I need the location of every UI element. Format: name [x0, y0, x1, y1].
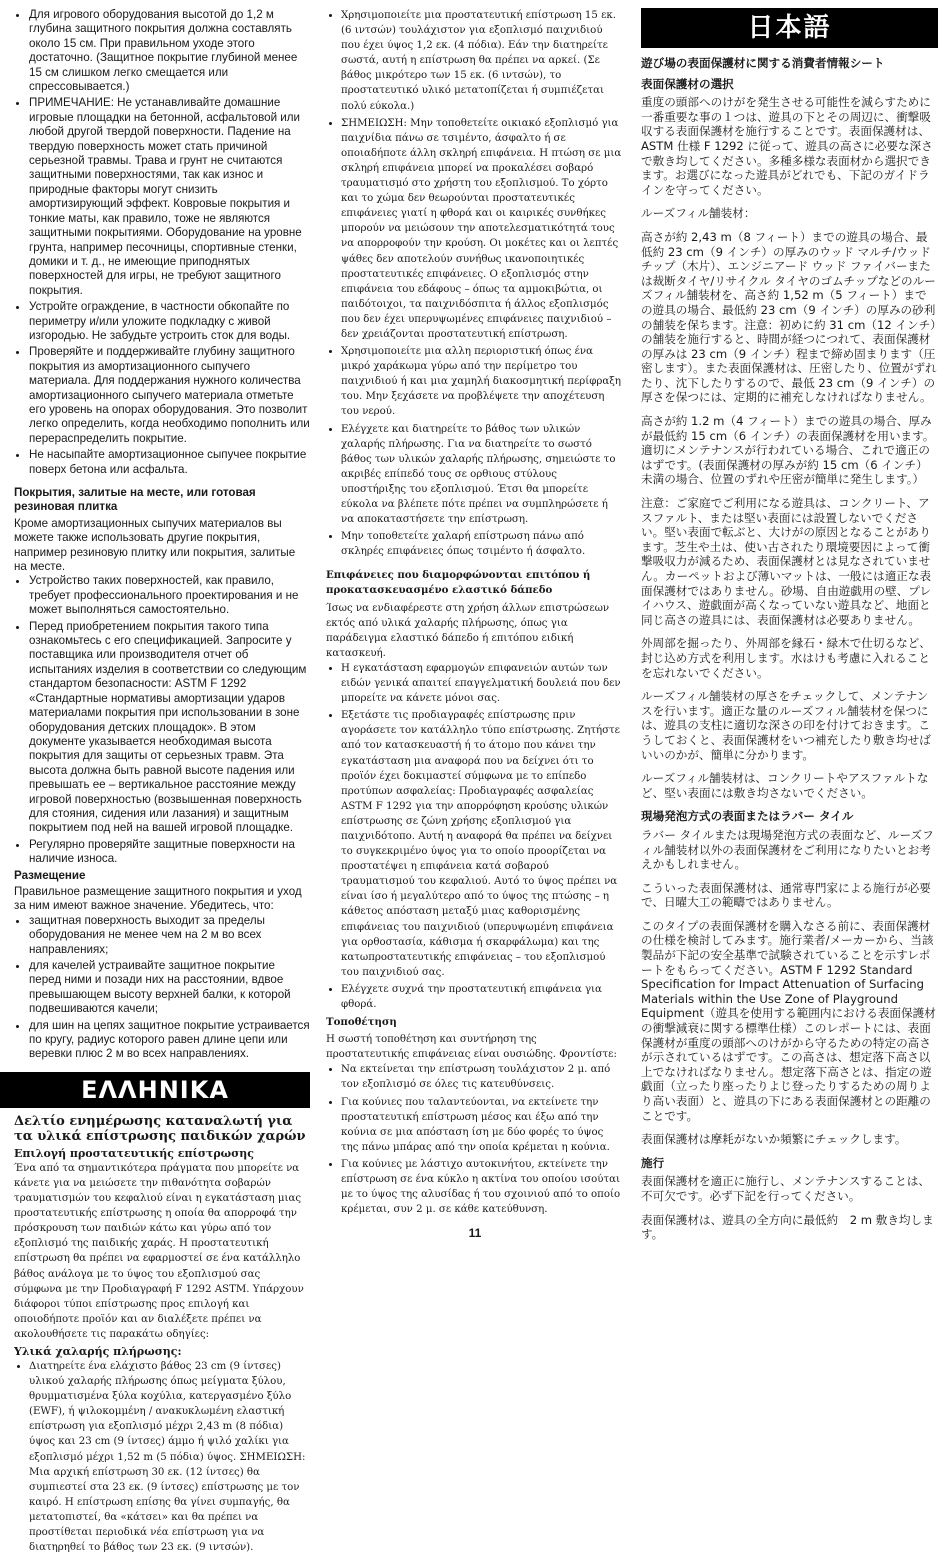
gr-subtitle: Επιλογή προστατευτικής επίστρωσης [14, 1146, 254, 1160]
ru-heading-placement: Размещение [14, 868, 86, 882]
gr-paragraph: Ίσως να ενδιαφέρεστε στη χρήση άλλων επιστρώσεων εκτός από υλικά χαλαρής πλήρωσης, όπως για παράδειγμα ελαστικό δάπεδο ή επιτόπου ειδική κατασκευή. [326, 602, 610, 659]
greek-column [326, 8, 622, 1219]
gr-bullet: • Η εγκατάσταση εφαρμογών επιφανειών αυτών των ειδών γενικά απαιτεί επαγγελματική δουλειά που δεν μπορείτε να κάνετε μόνοι σας. [341, 661, 622, 706]
ru-bullet: • Перед приобретением покрытия такого типа ознакомьтесь с его спецификацией. Запросите у поставщика или производителя отчет об испытаниях изделия в соответствии со следующим стандартом безопасности: ASTM F 1292 «Стандартные нормативы амортизации ударов материалами покрытия при использовании в зоне оборудования детских площадок». В этом документе указывается необходимая высота покрытия для защиты от серьезных травм. Эта высота должна быть равной высоте падения или превышать ее – вертикальное расстояние между игровой поверхностью (возвышенная поверхность для стояния, сидения или лазания) и защитным покрытием под ней на вашей игровой площадке. [29, 620, 310, 836]
ru-bullet: • Не насыпайте амортизационное сыпучее покрытие поверх бетона или асфальта. [29, 448, 310, 477]
jp-heading-loose: ルーズフィル舗装材： [641, 206, 756, 221]
ru-bullet: • защитная поверхность выходит за пределы оборудования не менее чем на 2 м во всех направлениях; [29, 914, 310, 957]
jp-heading-install: 施行 [641, 1155, 665, 1170]
jp-paragraph: こういった表面保護材は、通常専門家による施行が必要で、日曜大工の範疇ではありません。 [641, 880, 931, 910]
greek-language-banner: ΕΛΛΗΝΙΚΑ [0, 1072, 310, 1108]
gr-bullet-list-1 [326, 8, 622, 559]
jp-heading-select: 表面保護材の選択 [641, 76, 734, 91]
ru-bullet: • ПРИМЕЧАНИЕ: Не устанавливайте домашние игровые площадки на бетонной, асфальтовой или любой другой твердой поверхности. Падение на твердую поверхность может стать причиной серьезной травмы. Трава и грунт не считаются защитными поверхностями, так как износ и природные факторы могут снизить амортизирующий эффект. Ковровые покрытия и тонкие маты, как правило, тоже не являются защитными покрытиями. Оборудование на уровне грунта, например песочницы, спортивные стенки, домики и т. д., не имеющие приподнятых поверхностей для игры, не требуют защитного покрытия. [29, 96, 310, 298]
jp-paragraph: 表面保護材は、遊具の全方向に最低約 2 m 敷き均します。 [641, 1212, 934, 1242]
gr-bullet: • Να εκτείνεται την επίστρωση τουλάχιστον 2 μ. από τον εξοπλισμό σε όλες τις κατευθύνσεις. [341, 1062, 622, 1092]
jp-paragraph: 重度の頭部へのけがを発生させる可能性を減らすために一番重要な事の１つは、遊具の下とその周辺に、衝撃吸収する表面保護材を施行することです。表面保護材は、ASTM 仕様 F 1292 に従って、遊具の高さに必要な深さで敷き均してください。多種多様な表面材から選択できます。お選びになった遊具がどれでも、下記のガイドラインを守ってください。 [641, 95, 933, 197]
gr-bullet: • ΣΗΜΕΙΩΣΗ: Μην τοποθετείτε οικιακό εξοπλισμό για παιχνίδια πάνω σε τσιμέντο, άσφαλτο ή σε οποιαδήποτε άλλη σκληρή επιφάνεια. Η πτώση σε μια σκληρή επιφάνεια μπορεί να προκαλέσει σοβαρό τραυματισμό στο χρήστη του εξοπλισμού. Το χόρτο και το χώμα δεν θεωρούνται προστατευτικές επιφάνειες γιατί η φθορά και οι καιρικές συνθήκες μπορούν να μειώσουν την αποτελεσματικότητά τους να απορροφούν την κρούση. Οι μοκέτες και οι λεπτές ψάθες δεν αποτελούν συνήθως ικανοποιητικές προστατευτικές επιφάνειες. Ο εξοπλισμός στην επιφάνεια του εδάφους – όπως τα αμμοκιβώτια, οι παιδότοιχοι, τα παιχνιδόσπιτα ή άλλος εξοπλισμός που δεν έχει υπερυψωμένες επιφάνειες παιχνιδιού – δεν χρειάζονται προστατευτική επίστρωση. [341, 116, 622, 342]
ru-bullet: • для качелей устраивайте защитное покрытие перед ними и позади них на расстоянии, вдвое превышающем высоту верхней балки, к которой подвешиваются качели; [29, 959, 310, 1017]
jp-paragraph: 表面保護材は摩耗がないか頻繁にチェックします。 [641, 1132, 907, 1147]
gr-paragraph: Η σωστή τοποθέτηση και συντήρηση της προστατευτικής επιφάνειας είναι ουσιώδης. Φροντίστε: [326, 1034, 617, 1061]
gr-bullet: • Για κούνιες με λάστιχο αυτοκινήτου, εκτείνετε την επίστρωση σε ένα κύκλο η ακτίνα του οποίου ισούται με το ύψος της αλυσίδας ή του σχοινιού από το οποίο κρέμεται, συν 2 μ. σε κάθε κατεύθυνση. [341, 1157, 622, 1217]
jp-heading-poured: 現場発泡方式の表面またはラバー タイル [641, 809, 854, 824]
ru-bullet-list-1 [14, 8, 310, 477]
gr-bullet: • Ελέγχετε συχνά την προστατευτική επιφάνεια για φθορά. [341, 982, 622, 1012]
gr-bullet: • Για κούνιες που ταλαντεύονται, να εκτείνετε την προστατευτική επίστρωση μέσος και έξω από την κούνια σε μια απόσταση ίση με δύο φορές το ύψος της πάνω μπάρας από την οποία κρέμεται η κούνια. [341, 1095, 622, 1155]
gr-bullet: • Ελέγχετε και διατηρείτε το βάθος των υλικών χαλαρής πλήρωσης. Για να διατηρείτε το σωστό βάθος των υλικών χαλαρής πλήρωσης, σημειώστε το ακριβές επίπεδό τους σε ορθιους στύλους υποστήριξης του εξοπλισμού. Έτσι θα μπορείτε εύκολα να βλέπετε πότε πρέπει να συμπληρώσετε ή να αποκαταστήσετε την επίστρωση. [341, 422, 622, 528]
jp-paragraph: ラバー タイルまたは現場発泡方式の表面など、ルーズフィル舗装材以外の表面保護材をご利用になりたいとお考えかもしれません。 [641, 827, 934, 872]
jp-paragraph: ルーズフィル舗装材の厚さをチェックして、メンテナンスを行います。適正な量のルーズフィル舗装材を保つには、遊具の支柱に適切な深さの印を付けておきます。こうしておくと、表面保護材をいつ補充したり敷き均せばいいのかが、簡単に分かります。 [641, 689, 931, 762]
gr-intro: Ένα από τα σημαντικότερα πράγματα που μπορείτε να κάνετε για να μειώσετε την πιθανότητα σοβαρών τραυματισμών του κεφαλιού είναι η εγκατάσταση μιας προστατευτικής επίστρωσης η οποία θα απορροφά την πρόσκρουση των παιδιών κάτω και γύρω από τον εξοπλισμό της παιδικής χαράς. Η προστατευτική επίστρωση θα πρέπει να εφαρμοστεί σε ένα κατάλληλο βάθος ανάλογα με το ύψος του εξοπλισμού σας σύμφωνα με την Προδιαγραφή F 1292 ASTM. Υπάρχουν διάφοροι τύποι επίστρωσης προς επιλογή και οποιοδήποτε προϊόν και αν διαλέξετε πρέπει να ακολουθήσετε τις παρακάτω οδηγίες: [14, 1162, 304, 1340]
gr-title: Δελτίο ενημέρωσης καταναλωτή για τα υλικά επίστρωσης παιδικών χαρών [14, 1113, 306, 1144]
jp-paragraph: 表面保護材を適正に施行し、メンテナンスすることは、不可欠です。必ず下記を行ってください。 [641, 1174, 930, 1203]
ru-bullet: • Проверяйте и поддерживайте глубину защитного покрытия из амортизационного сыпучего материала. Для поддержания нужного количества амортизационного сыпучего материала отметьте его уровень на опорах оборудования. Это позволит легко определить, когда необходимо пополнить или перераспределить покрытие. [29, 345, 310, 446]
ru-paragraph: Кроме амортизационных сыпучих материалов вы можете также использовать другие покрытия, например резиновую плитку или покрытия, залитые на месте. [14, 516, 296, 574]
ru-bullet-list-2 [14, 574, 310, 866]
gr-heading-placement: Τοποθέτηση [326, 1016, 397, 1029]
page-number: 11 [468, 1226, 482, 1240]
jp-paragraph: 高さが約 1.2 m（4 フィート）までの遊具の場合、厚みが最低約 15 cm（6 インチ）の表面保護材を用います。適切にメンテナンスが行われている場合、これで適正のはずです。(表面保護材の厚みが約 15 cm（6 インチ）未満の場合、位置のずれや圧密が簡単に発生します。） [641, 414, 935, 487]
gr-heading-poured: Επιφάνειες που διαμορφώνονται επιτόπου ή προκατασκευασμένο ελαστικό δάπεδο [326, 569, 591, 597]
gr-bullet: • Χρησιμοποιείτε μια προστατευτική επίστρωση 15 εκ. (6 ιντσών) τουλάχιστον για εξοπλισμό παιχνιδιού που έχει ύψος 1,2 εκ. (4 πόδια). Εάν την διατηρείτε σωστά, αυτή η επίστρωση θα πρέπει να αρκεί. (Σε βάθος μικρότερο των 15 εκ. (6 ιντσών), το προστατευτικό υλικό μετατοπίζεται ή συμπιέζεται πολύ εύκολα.) [341, 8, 622, 114]
ru-heading-poured: Покрытия, залитые на месте, или готовая резиновая плитка [14, 486, 256, 514]
jp-paragraph: 外周部を掘ったり、外周部を縁石・緑木で仕切るなど、封じ込め方式を利用します。水はけも考慮に入れることを忘れないでください。 [641, 636, 931, 680]
jp-paragraph: ルーズフィル舗装材は、コンクリートやアスファルトなど、堅い表面には敷き均さないでください。 [641, 771, 929, 800]
jp-paragraph: 注意：ご家庭でご利用になる遊具は、コンクリート、アスファルト、または堅い表面には設置しないでください。堅い表面で転ぶと、大けがの原因となることがあります。芝生や土は、使い古されたり環境要因によって衝撃吸収力が減るため、表面保護材とは見なされていません。カーペットおよび薄いマットは、一般には適正な表面保護材ではありません。砂場、自由遊戯用の壁、プレイハウス、遊戯面が高くなっていない遊具など、地面と同じ高さの遊具には、表面保護材は必要ありません。 [641, 496, 932, 627]
ru-paragraph: Правильное размещение защитного покрытия и уход за ним имеют важное значение. Убедитесь, что: [14, 884, 302, 913]
russian-column [14, 8, 310, 1557]
gr-bullet-list-1-start [14, 1359, 310, 1555]
jp-paragraph: このタイプの表面保護材を購入なさる前に、表面保護材の仕様を検討してみます。施行業者/メーカーから、当該製品が下記の安全基準で試験されていることを示すレポートをもらってください。ASTM F 1292 Standard Specification for Impact Attenuation of Surfacing Materials within the Use Zone of Playground Equipment（遊具を使用する範囲内における表面保護材の衝撃減衰に関する標準仕様）このレポートには、表面保護材が重度の頭部へのけがから守るための特定の高さが示されているはずです。この高さは、想定落下高さ以上でなければなりません。想定落下高さとは、指定の遊戯面（立ったり座ったりよじ登ったりするための周りより高い表面）と、遊具の下にある表面保護材との距離のことです。 [641, 918, 936, 1123]
gr-heading-loose: Υλικά χαλαρής πλήρωσης: [14, 1344, 182, 1358]
gr-bullet: • Μην τοποθετείτε χαλαρή επίστρωση πάνω από σκληρές επιφάνειες όπως τσιμέντο ή άσφαλτο. [341, 529, 622, 559]
ru-bullet: • Регулярно проверяйте защитные поверхности на наличие износа. [29, 838, 310, 867]
ru-bullet: • Устройство таких поверхностей, как правило, требует профессионального проектирования и не может выполняться самостоятельно. [29, 574, 310, 617]
ru-bullet: • Устройте ограждение, в частности обкопайте по периметру и/или уложите подкладку с живой изгородью. Не забудьте устроить сток для воды. [29, 300, 310, 343]
gr-bullet: • Διατηρείτε ένα ελάχιστο βάθος 23 cm (9 ίντσες) υλικού χαλαρής πλήρωσης όπως μείγματα ξύλου, θρυμματισμένα ξύλα κοχύλια, κατεργασμένο ξύλο (EWF), ή ψιλοκομμένη / ανακυκλωμένη ελαστική επίστρωση για εξοπλισμό μέχρι 2,43 m (8 πόδια) ύψος και 23 cm (9 ίντσες) άμμο ή ψιλό χαλίκι για εξοπλισμό μέχρι 1,52 m (5 πόδια) ύψος. ΣΗΜΕΙΩΣΗ: Μια αρχική επίστρωση 30 εκ. (12 ίντσες) θα συμπιεστεί στα 23 εκ. (9 ίντσες) επίστρωσης με τον καιρό. Η επίστρωση επίσης θα γίνει συμπαγής, θα μετατοπιστεί, θα «κάτσει» και θα πρέπει να προστίθεται περιοδικά νέα επίστρωση για να διατηρηθεί το βάθος των 23 εκ. (9 ιντσών). [29, 1359, 310, 1555]
gr-bullet-list-3 [326, 1062, 622, 1217]
japanese-column [641, 8, 938, 1251]
gr-bullet: • Εξετάστε τις προδιαγραφές επίστρωσης πριν αγοράσετε τον κατάλληλο τύπο επίστρωσης. Ζητήστε από τον κατασκευαστή ή το άτομο που κάνει την εγκατάσταση μια αναφορά που να δείχνει ότι το προϊόν έχει δοκιμαστεί σύμφωνα με το επίπεδο προτύπων ασφαλείας: Προδιαγραφές ασφαλείας ASTM F 1292 για την απορρόφηση κρούσης υλικών επίστρωσης σε ζώνη χρήσης εξοπλισμού για παιχνιδότοπο. Αυτή η αναφορά θα πρέπει να δείχνει το συγκεκριμένο ύψος για το οποίο προορίζεται να προστατέψει η επιφάνεια κατά σοβαρού τραυματισμού του κεφαλιού. Αυτό το ύψος πρέπει να είναι ίσο ή μεγαλύτερο από το ύψος της πτώσης – η κάθετος απόσταση μεταξύ μιας καθορισμένης επιφάνειας του παιχνιδιού (υπερυψωμένη επιφάνεια για ορθοστασία, κάθισμα ή σκαρφάλωμα) και της κατωπροστατευτικής επιφάνειας – του εξοπλισμού του παιχνιδιού σας. [341, 708, 622, 980]
jp-paragraph: 高さが約 2,43 m（8 フィート）までの遊具の場合、最低約 23 cm（9 インチ）の厚みのウッド マルチ/ウッド チップ（木片）、エンジニアード ウッド ファイバーまたは裁断タイヤ/リサイクル タイヤのゴムチップなどのルーズフィル舗装材を、高さ約 1,52 m（5 フィート）までの遊具の場合、最低約 23 cm（9 インチ）の厚みの砂利の舗装を保ちます。注意：初めに約 31 cm（12 インチ）の舗装を施行すると、時間が経つにつれて、表面保護材の厚みは 23 cm（9 インチ）程まで締め固まります（圧密します）。また表面保護材は、圧密したり、位置がずれたり、沈下したりするので、最低 23 cm（9 インチ）の厚さを保つには、定期的に補充しなければなりません。 [641, 229, 937, 405]
ru-bullet-list-3 [14, 914, 310, 1062]
jp-title: 遊び場の表面保護材に関する消費者情報シート [641, 56, 885, 70]
gr-bullet-list-2 [326, 661, 622, 1012]
gr-bullet: • Χρησιμοποιείτε μια αλλη περιοριστική όπως ένα μικρό χαράκωμα γύρω από την περίμετρο του παιχνιδιού ή και μια χαμηλή διακοσμητική περίφραξη του. Μην ξεχάσετε να προβλέψετε την αποχέτευση του νερού. [341, 344, 622, 419]
japanese-language-banner: 日本語 [641, 8, 938, 48]
ru-bullet: • Для игрового оборудования высотой до 1,2 м глубина защитного покрытия должна составлять около 15 см. При правильном уходе этого достаточно. (Защитное покрытие глубиной менее 15 см слишком легко смещается или спрессовывается.) [29, 8, 310, 94]
ru-bullet: • для шин на цепях защитное покрытие устраивается по кругу, радиус которого равен длине цепи или веревки плюс 2 м во всех направлениях. [29, 1019, 310, 1062]
